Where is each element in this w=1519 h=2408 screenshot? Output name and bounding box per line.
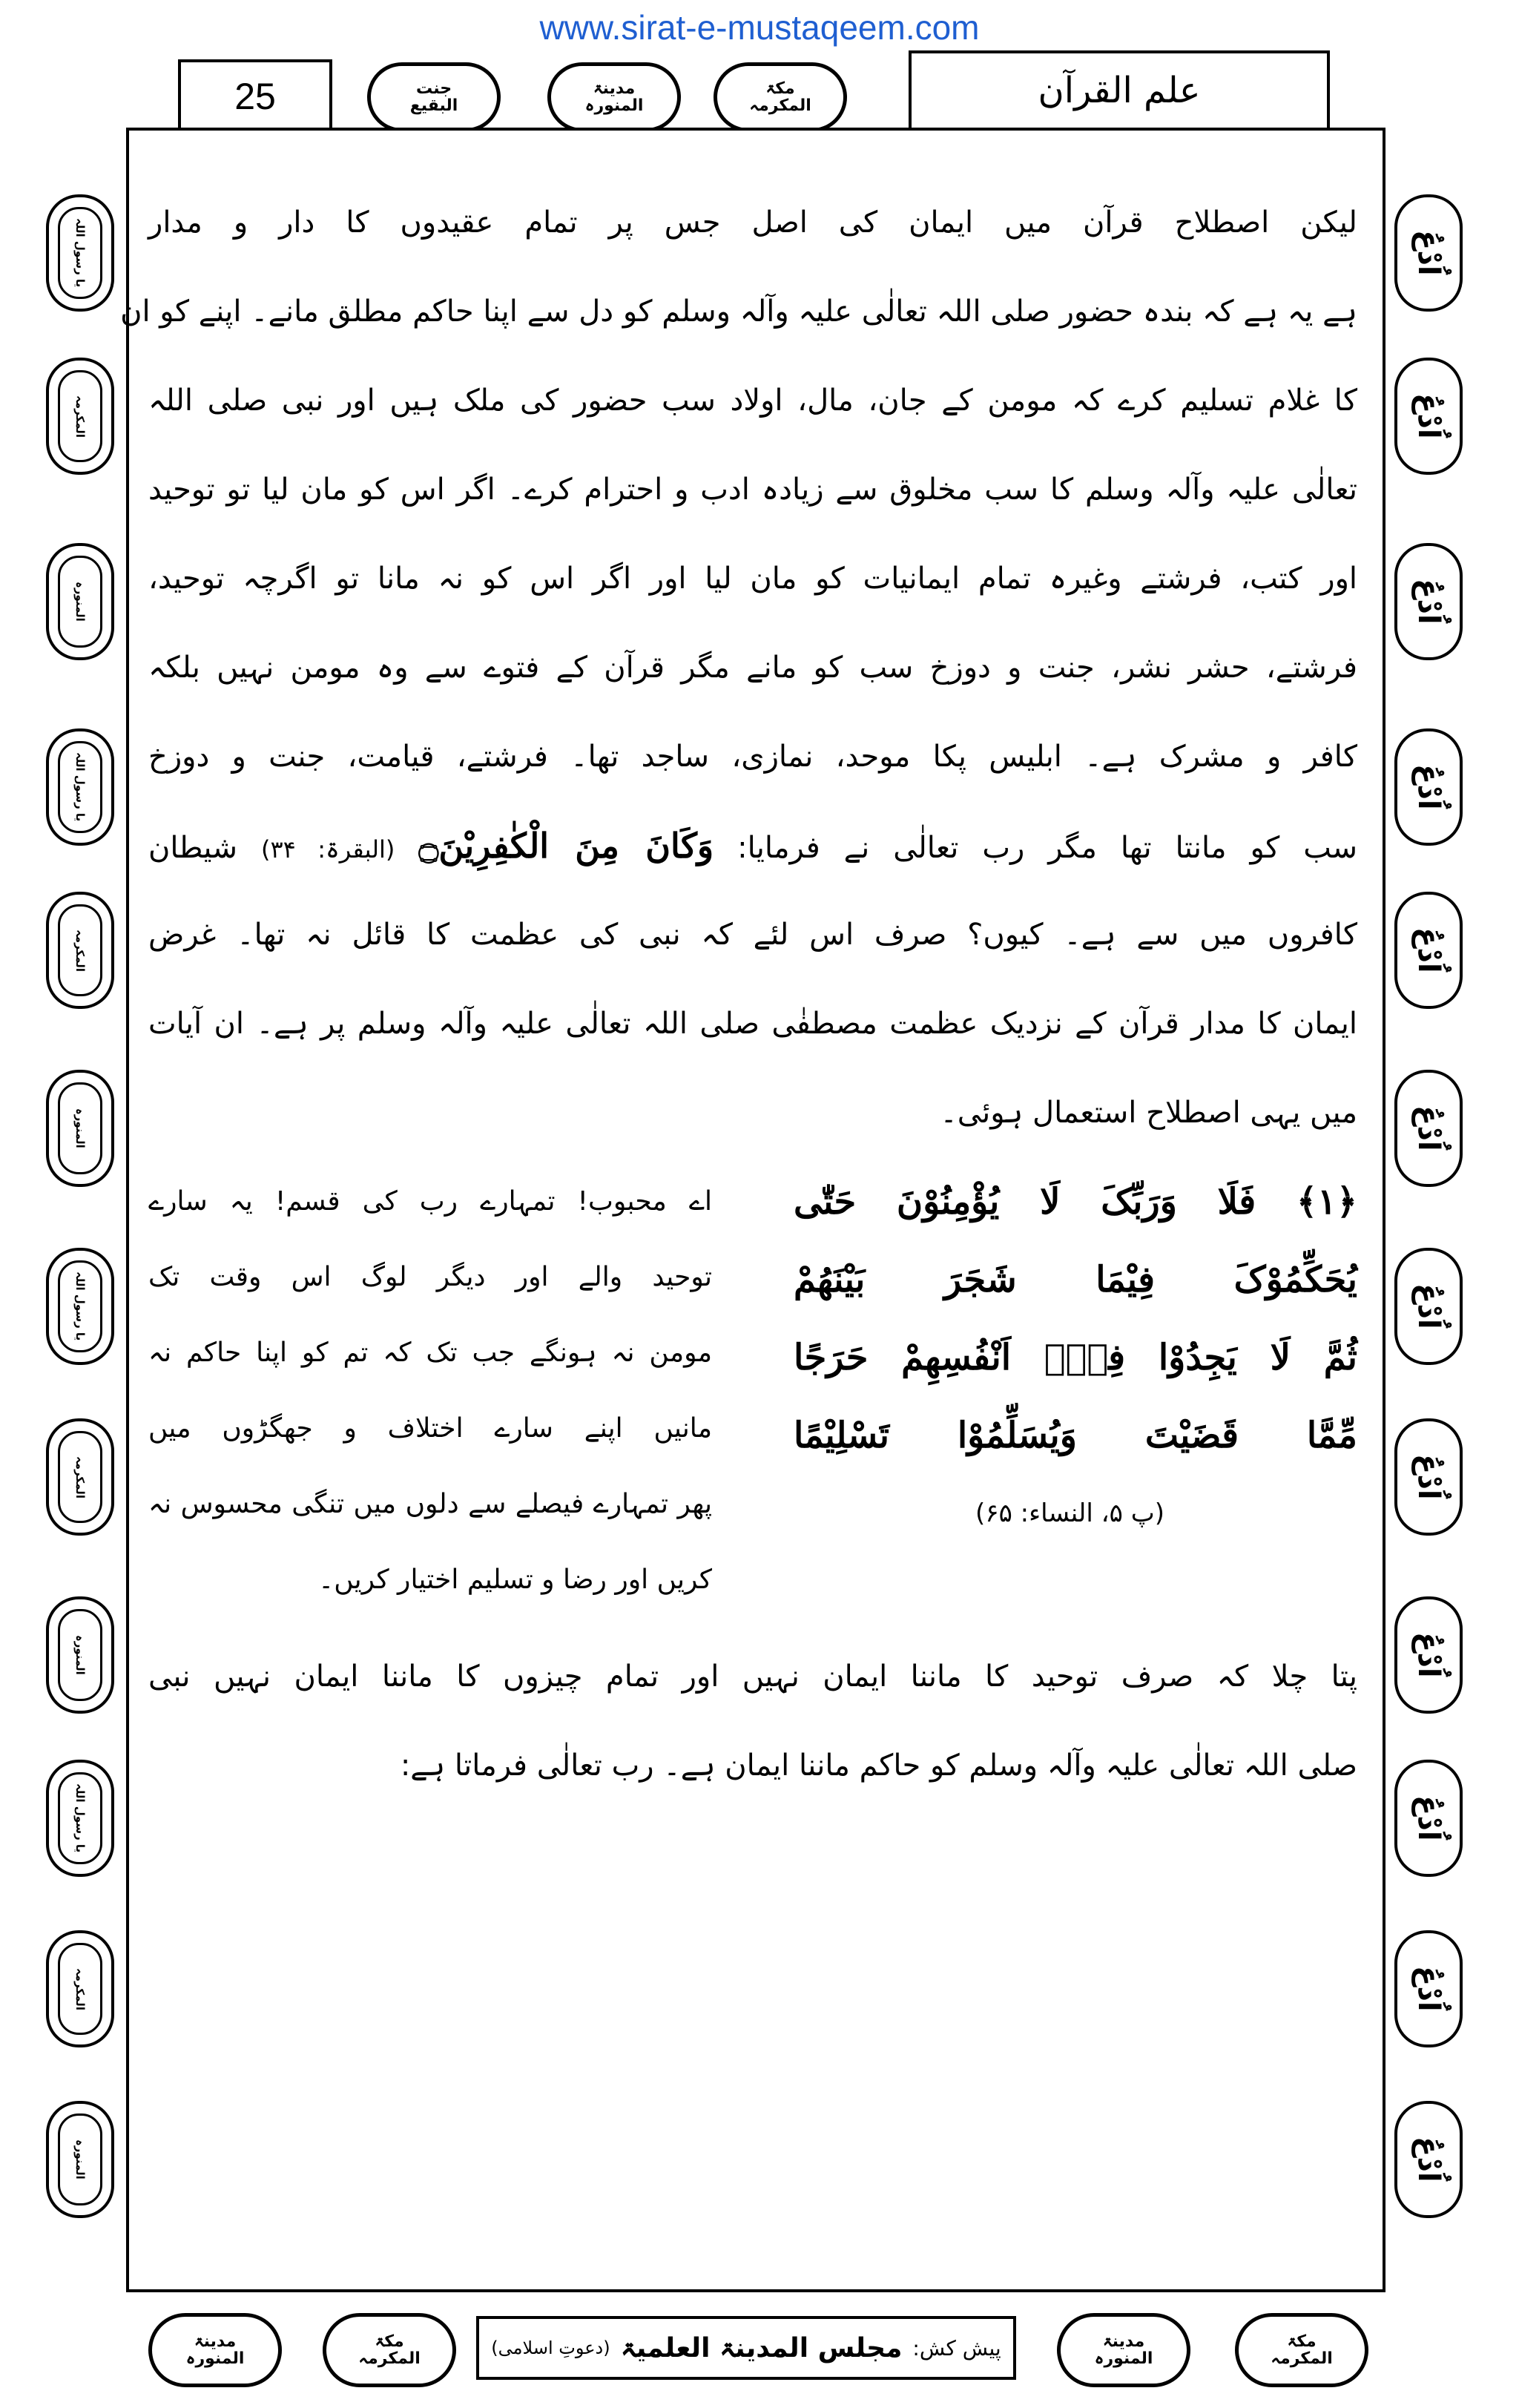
side-ornament-right	[1394, 1596, 1463, 1714]
ornament-label: المکرمہ	[58, 1943, 102, 2035]
translation-line: پھر تمہارے فیصلے سے دلوں میں تنگی محسوس نہ	[148, 1489, 712, 1519]
ornament-label: المکرمہ	[58, 904, 102, 996]
verse-reference: (پ ۵، النساء: ۶۵)	[975, 1499, 1164, 1528]
publisher-name: مجلس المدینۃ العلمیۃ	[620, 2332, 903, 2363]
ornament-label: یا رسول اللہ	[58, 207, 102, 299]
side-ornament-right	[1394, 1930, 1463, 2047]
body-line: اور کتب، فرشتے وغیرہ تمام ایمانیات کو مان لیا اور اگر اس کو نہ مانا تو اگرچہ توحید،	[148, 562, 1357, 596]
site-url[interactable]: www.sirat-e-mustaqeem.com	[539, 8, 980, 47]
badge-line: مدینۃ	[593, 79, 636, 98]
side-ornament-left	[46, 892, 114, 1009]
page-number: 25	[178, 59, 332, 134]
side-ornament-right	[1394, 1760, 1463, 1877]
dua-icon: اُدْعُ	[1411, 1966, 1446, 2012]
badge-line: المکرمہ	[749, 96, 811, 115]
verse-reference: (البقرۃ: ۳۴)	[260, 835, 395, 863]
dua-icon: اُدْعُ	[1411, 764, 1446, 810]
badge-line: المکرمہ	[358, 2349, 421, 2368]
badge-line: المنورہ	[185, 2349, 245, 2368]
ornament-label: یا رسول اللہ	[58, 1260, 102, 1352]
side-ornament-right	[1394, 1418, 1463, 1536]
side-ornament-right	[1394, 728, 1463, 846]
body-line: ایمان کا مدار قرآن کے نزدیک عظمت مصطفٰی صلی اللہ تعالٰی علیہ وآلہ وسلم پر ہے۔ ان آیات	[148, 1007, 1357, 1041]
badge-line: البقیع	[409, 96, 458, 115]
side-ornament-right	[1394, 892, 1463, 1009]
badge-line: مکۃ	[765, 79, 795, 98]
publisher-sub: (دعوتِ اسلامی)	[491, 2338, 610, 2358]
side-ornament-right	[1394, 1248, 1463, 1365]
footer-badge-madina	[1057, 2313, 1190, 2387]
badge-line: مدینۃ	[194, 2332, 237, 2351]
footer-badge-madina	[148, 2313, 282, 2387]
body-line: ہے یہ ہے کہ بندہ حضور صلی اللہ تعالٰی علیہ وآلہ وسلم کو دل سے اپنا حاکم مطلق مانے۔ اپنے کو ان	[120, 295, 1357, 329]
verse-line: یُحَکِّمُوْکَ فِیْمَا شَجَرَ بَیْنَهُمْ	[794, 1259, 1357, 1300]
side-ornament-left	[46, 1760, 114, 1877]
badge-line: جنت	[415, 79, 452, 98]
quranic-quote: وَکَانَ مِنَ الْکٰفِرِیْنَ۝	[418, 826, 714, 866]
book-title: علم القرآن	[909, 50, 1330, 131]
translation-line: توحید والے اور دیگر لوگ اس وقت تک	[148, 1262, 712, 1292]
line-text: سب کو مانتا تھا مگر رب تعالٰی نے فرمایا:	[737, 831, 1358, 865]
side-ornament-left	[46, 1418, 114, 1536]
side-ornament-left	[46, 2101, 114, 2218]
side-ornament-right	[1394, 194, 1463, 312]
presented-by-label: پیش کش:	[912, 2335, 1001, 2361]
body-line: پتا چلا کہ صرف توحید کا ماننا ایمان نہیں اور تمام چیزوں کا ماننا ایمان نہیں نبی	[148, 1659, 1357, 1694]
badge-line: المکرمہ	[1271, 2349, 1333, 2368]
translation-line: مومن نہ ہونگے جب تک کہ تم کو اپنا حاکم نہ	[148, 1338, 712, 1368]
translation-line: مانیں اپنے سارے اختلاف و جھگڑوں میں	[148, 1413, 712, 1444]
line-text: شیطان	[148, 831, 237, 865]
side-ornament-left	[46, 543, 114, 660]
dua-icon: اُدْعُ	[1411, 393, 1446, 439]
ornament-label: یا رسول اللہ	[58, 741, 102, 833]
dua-icon: اُدْعُ	[1411, 230, 1446, 276]
body-line: میں یہی اصطلاح استعمال ہوئی۔	[940, 1096, 1357, 1130]
body-line: صلی اللہ تعالٰی علیہ وآلہ وسلم کو حاکم ماننا ایمان ہے۔ رب تعالٰی فرماتا ہے:	[400, 1749, 1357, 1783]
side-ornament-left	[46, 728, 114, 846]
badge-line: مکۃ	[1287, 2332, 1317, 2351]
side-ornament-right	[1394, 358, 1463, 475]
header-badge-baqi	[367, 62, 501, 132]
ornament-label: المکرمہ	[58, 1431, 102, 1523]
side-ornament-left	[46, 194, 114, 312]
badge-line: مدینۃ	[1102, 2332, 1145, 2351]
ornament-label: یا رسول اللہ	[58, 1772, 102, 1864]
side-ornament-right	[1394, 1070, 1463, 1187]
footer-badge-makkah	[323, 2313, 456, 2387]
verse-line: ﴿۱﴾ فَلَا وَرَبِّکَ لَا یُؤْمِنُوْنَ حَتّٰی	[794, 1181, 1357, 1223]
ornament-label: المکرمہ	[58, 370, 102, 462]
verse-line: ثُمَّ لَا یَجِدُوْا فِیْۤ اَنْفُسِهِمْ حَرَجًا	[794, 1337, 1357, 1378]
side-ornament-right	[1394, 543, 1463, 660]
badge-line: مکۃ	[375, 2332, 404, 2351]
dua-icon: اُدْعُ	[1411, 1795, 1446, 1841]
side-ornament-left	[46, 1070, 114, 1187]
side-ornament-right	[1394, 2101, 1463, 2218]
ornament-label: المنورہ	[58, 2113, 102, 2205]
body-line: فرشتے، حشر نشر، جنت و دوزخ سب کو مانے مگر قرآن کے فتوے سے وہ مومن نہیں بلکہ	[148, 651, 1357, 685]
dua-icon: اُدْعُ	[1411, 2136, 1446, 2182]
body-line: کافروں میں سے ہے۔ کیوں؟ صرف اس لئے کہ نبی کی عظمت کا قائل نہ تھا۔ غرض	[148, 918, 1357, 952]
publisher-credit	[476, 2316, 1016, 2380]
dua-icon: اُدْعُ	[1411, 1283, 1446, 1329]
body-line-with-quote	[148, 823, 1357, 872]
dua-icon: اُدْعُ	[1411, 927, 1446, 973]
body-line: کافر و مشرک ہے۔ ابلیس پکا موحد، نمازی، ساجد تھا۔ فرشتے، قیامت، جنت و دوزخ	[148, 740, 1357, 774]
ornament-label: المنورہ	[58, 1609, 102, 1701]
dua-icon: اُدْعُ	[1411, 1632, 1446, 1678]
translation-line: اے محبوب! تمہارے رب کی قسم! یہ سارے	[148, 1186, 712, 1217]
side-ornament-left	[46, 358, 114, 475]
body-line: لیکن اصطلاح قرآن میں ایمان کی اصل جس پر تمام عقیدوں کا دار و مدار	[148, 205, 1357, 240]
header-badge-makkah	[714, 62, 847, 132]
footer-badge-makkah	[1235, 2313, 1368, 2387]
body-line: کا غلام تسلیم کرے کہ مومن کے جان، مال، اولاد سب حضور کی ملک ہیں اور نبی صلی اللہ	[148, 384, 1357, 418]
badge-line: المنورہ	[1094, 2349, 1153, 2368]
body-line: تعالٰی علیہ وآلہ وسلم کا سب مخلوق سے زیادہ ادب و احترام کرے۔ اگر اس کو مان لیا تو توحید	[148, 473, 1357, 507]
header-badge-madina	[547, 62, 681, 132]
dua-icon: اُدْعُ	[1411, 579, 1446, 625]
verse-line: مِّمَّا قَضَیْتَ وَیُسَلِّمُوْا تَسْلِیْمًا	[794, 1415, 1357, 1456]
side-ornament-left	[46, 1596, 114, 1714]
side-ornament-left	[46, 1248, 114, 1365]
ornament-label: المنورہ	[58, 556, 102, 648]
ornament-label: المنورہ	[58, 1082, 102, 1174]
badge-line: المنورہ	[584, 96, 644, 115]
side-ornament-left	[46, 1930, 114, 2047]
dua-icon: اُدْعُ	[1411, 1105, 1446, 1151]
dua-icon: اُدْعُ	[1411, 1454, 1446, 1500]
translation-line: کریں اور رضا و تسلیم اختیار کریں۔	[318, 1565, 712, 1595]
